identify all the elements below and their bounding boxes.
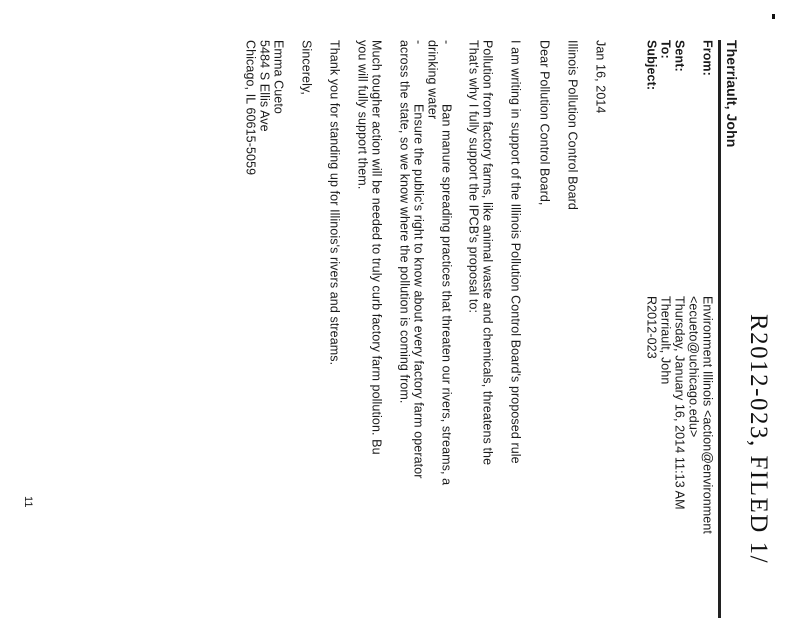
subject-label: Subject: (644, 40, 659, 91)
from-value-line-2: <ecueto@uchicago.edu> (686, 296, 701, 438)
address-line-2: Chicago, IL 60615-5059 (243, 40, 258, 176)
to-value: Therriault, John (658, 296, 673, 385)
paragraph-1-line-1: Pollution from factory farms, like animal waste and chemicals, threatens the (480, 40, 495, 466)
from-value-line-1: Environment Illinois <action@environment (700, 296, 715, 534)
address-line-1: 5484 S Ellis Ave (257, 40, 272, 132)
bullet-1-marker: - (439, 40, 454, 45)
bullet-1-line-1: Ban manure spreading practices that threaten our rivers, streams, a (439, 104, 454, 486)
bullet-2-line-2: across the state, so we know where the pollution is coming from. (397, 40, 412, 404)
paragraph-2-line-1: Much tougher action will be needed to truly curb factory farm pollution. Bu (369, 40, 384, 455)
letter-recipient: Illinois Pollution Control Board (565, 40, 580, 210)
scan-mark (772, 14, 775, 19)
filing-stamp: R2012-023, FILED 1/ (745, 314, 772, 565)
thank-you-line: Thank you for standing up for Illinois's rivers and streams. (327, 40, 342, 366)
letter-salutation: Dear Pollution Control Board, (537, 40, 552, 206)
letter-intro: I am writing in support of the Illinois Pollution Control Board's proposed rule (508, 40, 523, 464)
header-rule (718, 40, 721, 618)
bullet-2-line-1: Ensure the public's right to know about every factory farm operator (411, 104, 426, 479)
bullet-1-line-2: drinking water (425, 40, 440, 120)
sender-name-heading: Therriault, John (724, 40, 740, 148)
letter-date: Jan 16, 2014 (593, 40, 608, 114)
to-label: To: (658, 40, 673, 59)
page-number: 11 (22, 496, 34, 508)
sent-label: Sent: (672, 40, 687, 72)
paragraph-2-line-2: you will fully support them. (355, 40, 370, 190)
signature-name: Emma Cueto (271, 40, 286, 114)
sent-value: Thursday, January 16, 2014 11:13 AM (672, 296, 687, 510)
subject-value: R2012-023 (644, 296, 659, 359)
paragraph-1-line-2: That's why I fully support the IPCB's proposal to: (466, 40, 481, 314)
bullet-2-marker: - (411, 40, 426, 45)
closing: Sincerely, (299, 40, 314, 95)
from-label: From: (700, 40, 715, 76)
